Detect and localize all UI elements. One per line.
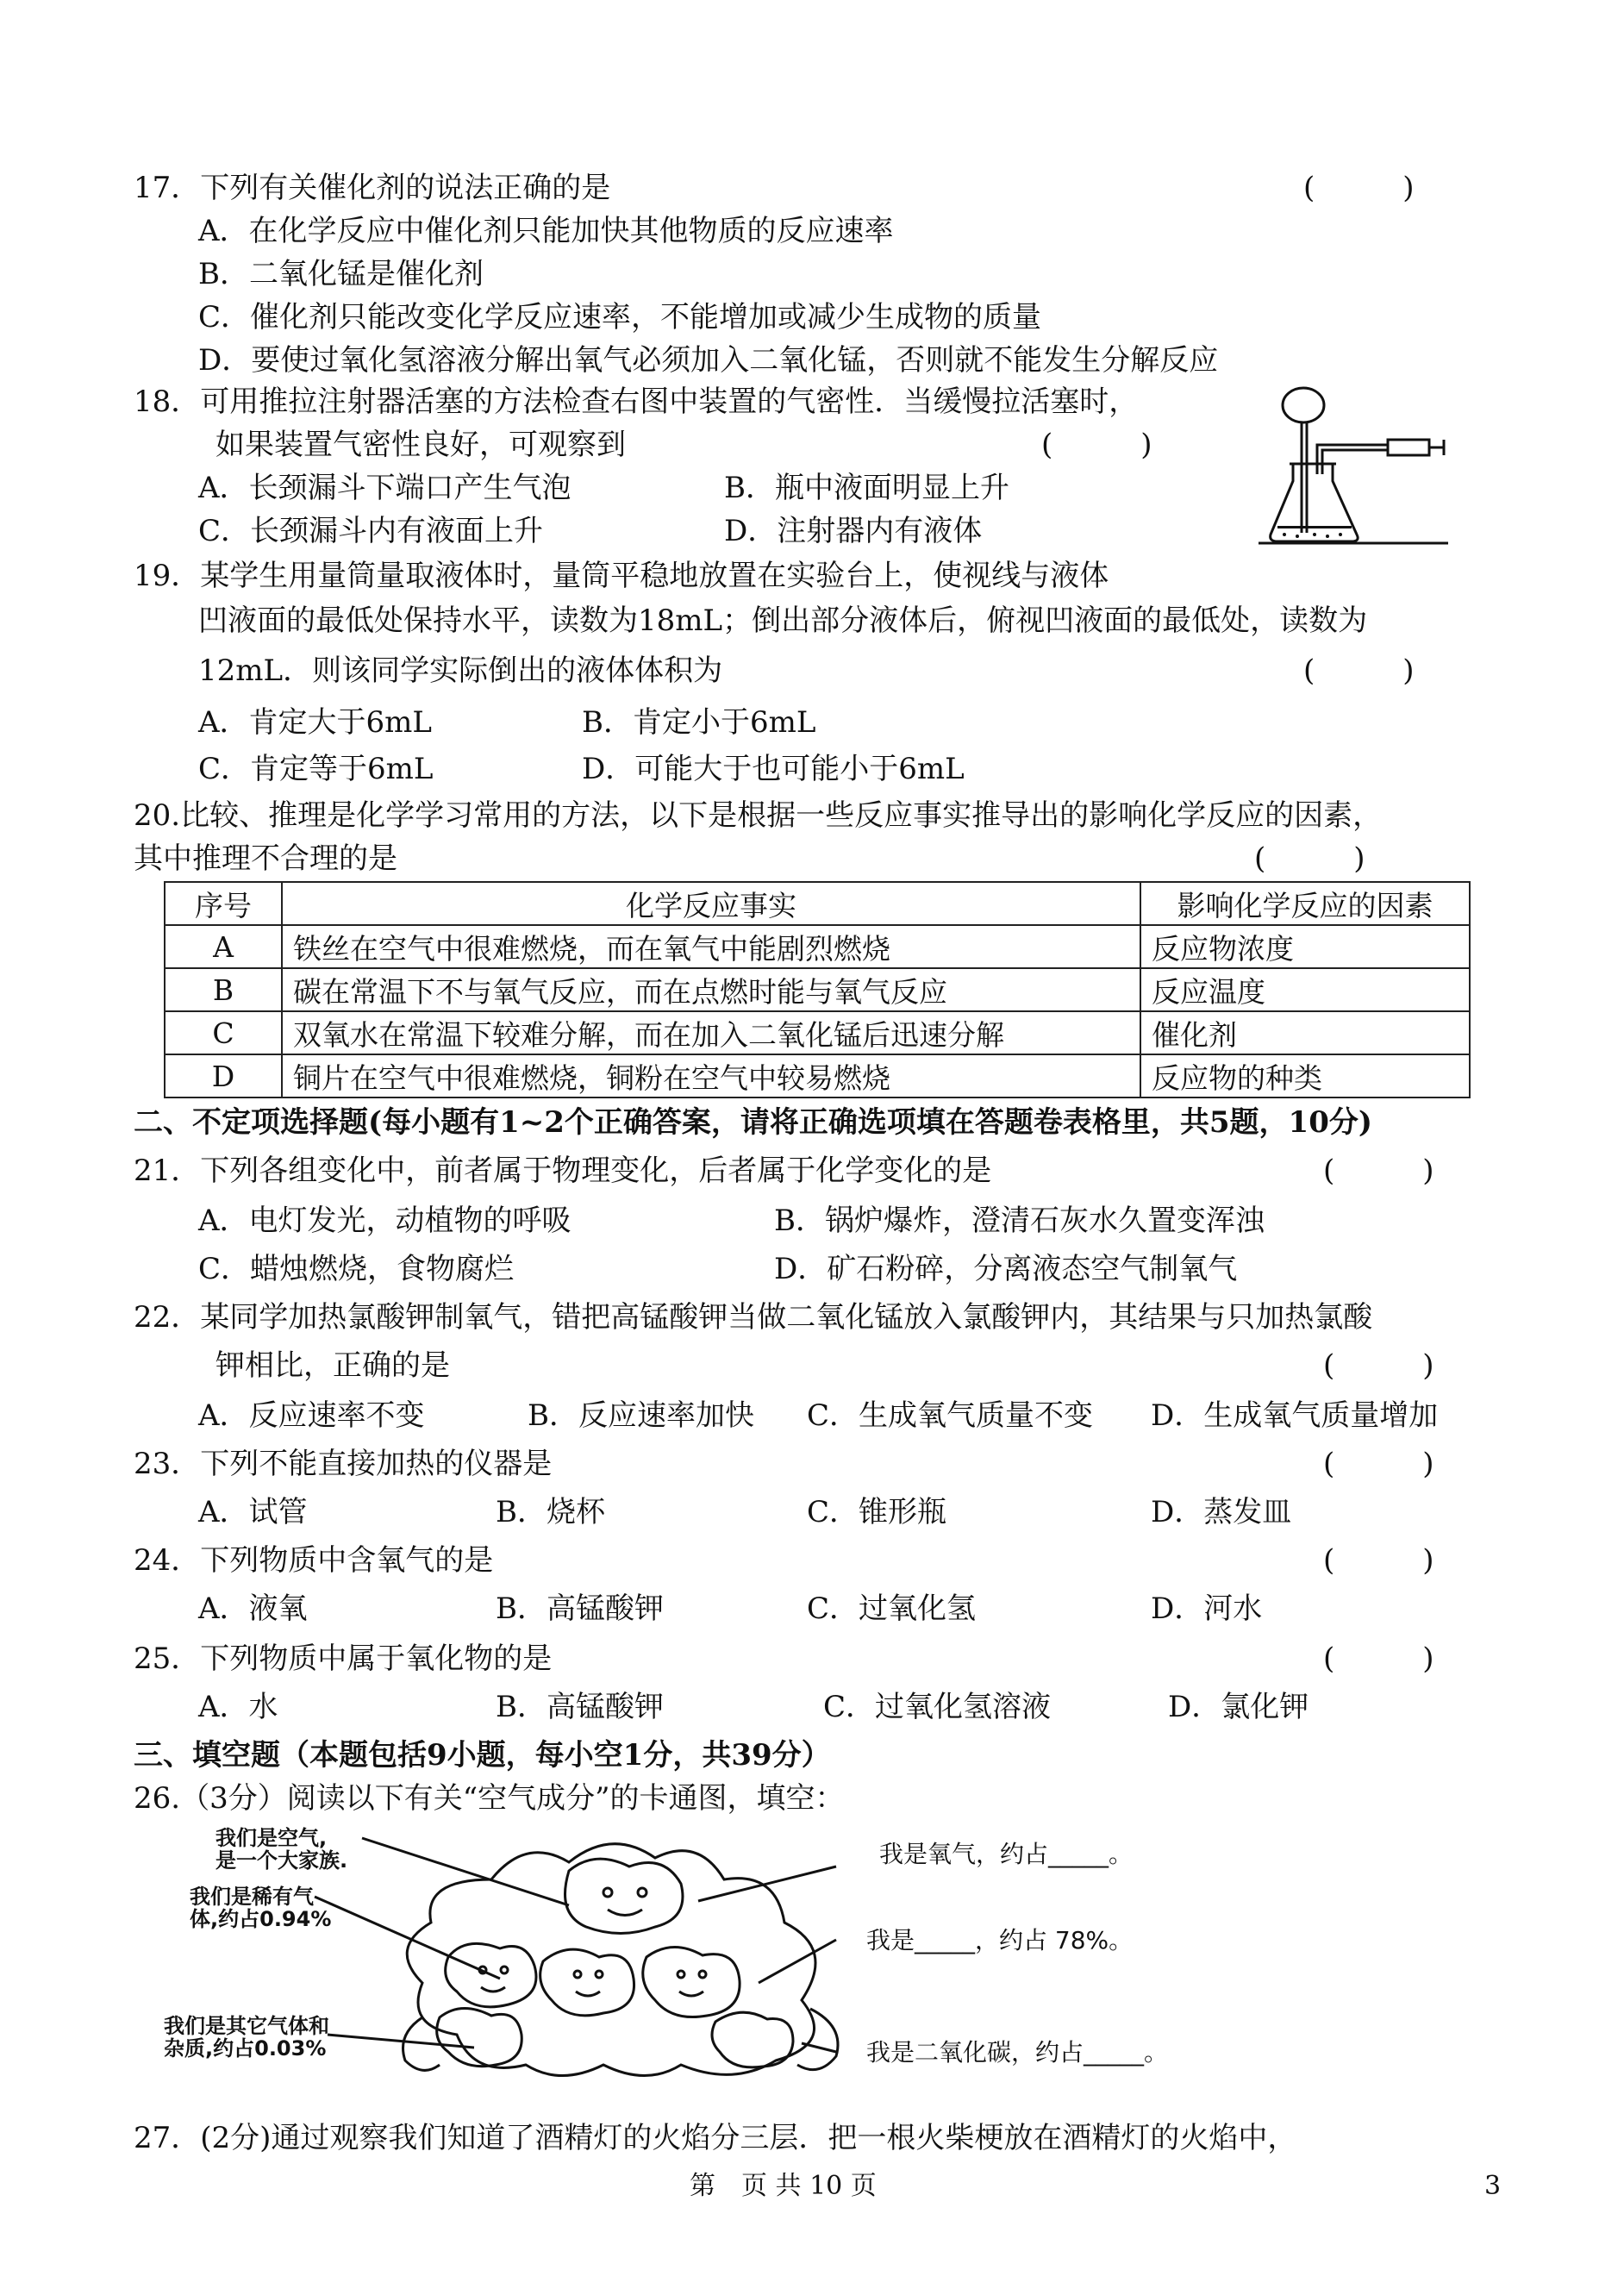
q21-option-d: D．矿石粉碎，分离液态空气制氧气	[774, 1252, 1238, 1286]
q18-option-a: A．长颈漏斗下端口产生气泡	[198, 471, 572, 505]
table-header-row	[165, 882, 1470, 925]
q18-answer-paren: ( )	[1041, 428, 1152, 462]
q26-stem: 26.（3分）阅读以下有关“空气成分”的卡通图，填空：	[134, 1781, 845, 1816]
q21-answer-paren: ( )	[1323, 1154, 1434, 1188]
q19-option-b: B．肯定小于6mL	[582, 705, 816, 740]
q24-option-d: D．河水	[1151, 1591, 1263, 1626]
cartoon-label-co2: 我是二氧化碳，约占_____。	[866, 2038, 1169, 2067]
q18-option-b: B．瓶中液面明显上升	[724, 471, 1009, 505]
q19-stem-line1: 19．某学生用量筒量取液体时，量筒平稳地放置在实验台上，使视线与液体	[134, 559, 1109, 593]
q24-option-b: B．高锰酸钾	[496, 1591, 664, 1626]
q23-option-a: A．试管	[198, 1495, 308, 1529]
q23-answer-paren: ( )	[1323, 1447, 1434, 1481]
q24-answer-paren: ( )	[1323, 1543, 1434, 1578]
air-composition-cartoon	[164, 1819, 1233, 2095]
q20-stem-line1: 20.比较、推理是化学学习常用的方法，以下是根据一些反应事实推导出的影响化学反应的因素，	[134, 798, 1383, 833]
cartoon-label-others-2: 杂质,约占0.03%	[164, 2036, 327, 2060]
q17-option-c: C．催化剂只能改变化学反应速率，不能增加或减少生成物的质量	[198, 300, 1042, 335]
table-row	[165, 925, 1470, 968]
table-row	[165, 1011, 1470, 1054]
q23-option-b: B．烧杯	[496, 1495, 605, 1529]
q25-option-d: D．氯化钾	[1168, 1690, 1309, 1724]
q20-stem-line2: 其中推理不合理的是	[134, 841, 397, 876]
q21-stem: 21．下列各组变化中，前者属于物理变化，后者属于化学变化的是	[134, 1154, 992, 1188]
q21-option-a: A．电灯发光，动植物的呼吸	[198, 1204, 572, 1238]
q19-option-a: A．肯定大于6mL	[198, 705, 433, 740]
q17-option-b: B．二氧化锰是催化剂	[198, 257, 484, 291]
q20-answer-paren: ( )	[1254, 841, 1365, 876]
table-cell: 双氧水在常温下较难分解，而在加入二氧化锰后迅速分解	[282, 1011, 1140, 1054]
table-cell: 反应温度	[1140, 968, 1470, 1011]
table-cell: C	[165, 1011, 282, 1054]
cartoon-label-rare-gas-2: 体,约占0.94%	[190, 1907, 332, 1931]
footer-page-info: 第 页 共 10 页	[690, 2171, 877, 2201]
q25-option-c: C．过氧化氢溶液	[823, 1690, 1052, 1724]
q27-stem: 27．(2分)通过观察我们知道了酒精灯的火焰分三层．把一根火柴梗放在酒精灯的火焰中，	[134, 2121, 1297, 2155]
q18-option-c: C．长颈漏斗内有液面上升	[198, 514, 544, 548]
table-cell: B	[165, 968, 282, 1011]
q25-answer-paren: ( )	[1323, 1642, 1434, 1676]
q25-option-a: A．水	[198, 1690, 278, 1724]
q21-option-c: C．蜡烛燃烧，食物腐烂	[198, 1252, 515, 1286]
table-header-cell: 序号	[165, 882, 282, 925]
cartoon-label-air-1: 我们是空气,	[215, 1826, 328, 1850]
q19-answer-paren: ( )	[1303, 653, 1415, 688]
q23-option-c: C．锥形瓶	[807, 1495, 947, 1529]
q22-option-c: C．生成氧气质量不变	[807, 1398, 1094, 1433]
q21-option-b: B．锅炉爆炸，澄清石灰水久置变浑浊	[774, 1204, 1265, 1238]
cartoon-label-others-1: 我们是其它气体和	[164, 2014, 329, 2038]
cartoon-label-rare-gas-1: 我们是稀有气	[190, 1885, 314, 1909]
q24-option-c: C．过氧化氢	[807, 1591, 977, 1626]
section2-heading: 二、不定项选择题(每小题有1~2个正确答案，请将正确选项填在答题卷表格里，共5题，10分)	[134, 1105, 1372, 1140]
q19-option-d: D．可能大于也可能小于6mL	[582, 752, 965, 786]
q25-stem: 25．下列物质中属于氧化物的是	[134, 1642, 553, 1676]
table-cell: D	[165, 1054, 282, 1097]
q22-answer-paren: ( )	[1323, 1348, 1434, 1383]
q19-option-c: C．肯定等于6mL	[198, 752, 434, 786]
q17-option-a: A．在化学反应中催化剂只能加快其他物质的反应速率	[198, 214, 894, 248]
table-header-cell: 化学反应事实	[282, 882, 1140, 925]
cartoon-label-nitrogen: 我是_____，约占 78%。	[866, 1926, 1134, 1954]
table-cell: A	[165, 925, 282, 968]
q22-option-d: D．生成氧气质量增加	[1151, 1398, 1439, 1433]
q25-option-b: B．高锰酸钾	[496, 1690, 664, 1724]
table-row	[165, 968, 1470, 1011]
table-cell: 催化剂	[1140, 1011, 1470, 1054]
q24-option-a: A．液氧	[198, 1591, 308, 1626]
q18-stem-line1: 18．可用推拉注射器活塞的方法检查右图中装置的气密性．当缓慢拉活塞时，	[134, 385, 1139, 419]
q24-stem: 24．下列物质中含氧气的是	[134, 1543, 494, 1578]
q17-option-d: D．要使过氧化氢溶液分解出氧气必须加入二氧化锰，否则就不能发生分解反应	[198, 343, 1219, 378]
q19-stem-line3: 12mL．则该同学实际倒出的液体体积为	[198, 653, 723, 688]
table-row	[165, 1054, 1470, 1097]
q20-reaction-table	[164, 881, 1471, 1098]
cartoon-label-oxygen: 我是氧气，约占_____。	[879, 1840, 1134, 1868]
table-cell: 反应物的种类	[1140, 1054, 1470, 1097]
table-header-cell: 影响化学反应的因素	[1140, 882, 1470, 925]
page-number: 3	[1484, 2171, 1502, 2201]
q22-option-a: A．反应速率不变	[198, 1398, 425, 1433]
section3-heading: 三、填空题（本题包括9小题，每小空1分，共39分）	[134, 1738, 831, 1773]
q19-stem-line2: 凹液面的最低处保持水平，读数为18mL；倒出部分液体后，俯视凹液面的最低处，读数为	[198, 603, 1368, 638]
q18-option-d: D．注射器内有液体	[724, 514, 983, 548]
q22-option-b: B．反应速率加快	[528, 1398, 754, 1433]
table-cell: 反应物浓度	[1140, 925, 1470, 968]
q23-option-d: D．蒸发皿	[1151, 1495, 1292, 1529]
table-cell: 铜片在空气中很难燃烧，铜粉在空气中较易燃烧	[282, 1054, 1140, 1097]
q17-answer-paren: ( )	[1303, 171, 1415, 205]
table-cell: 碳在常温下不与氧气反应，而在点燃时能与氧气反应	[282, 968, 1140, 1011]
q23-stem: 23．下列不能直接加热的仪器是	[134, 1447, 553, 1481]
q22-stem-line2: 钾相比，正确的是	[215, 1348, 450, 1383]
q18-stem-line2: 如果装置气密性良好，可观察到	[215, 428, 626, 462]
flask-syringe-apparatus-icon	[1259, 379, 1448, 552]
q22-stem-line1: 22．某同学加热氯酸钾制氧气，错把高锰酸钾当做二氧化锰放入氯酸钾内，其结果与只加热氯酸	[134, 1300, 1373, 1335]
table-cell: 铁丝在空气中很难燃烧，而在氧气中能剧烈燃烧	[282, 925, 1140, 968]
q17-stem: 17．下列有关催化剂的说法正确的是	[134, 171, 611, 205]
cartoon-label-air-2: 是一个大家族.	[215, 1848, 348, 1873]
